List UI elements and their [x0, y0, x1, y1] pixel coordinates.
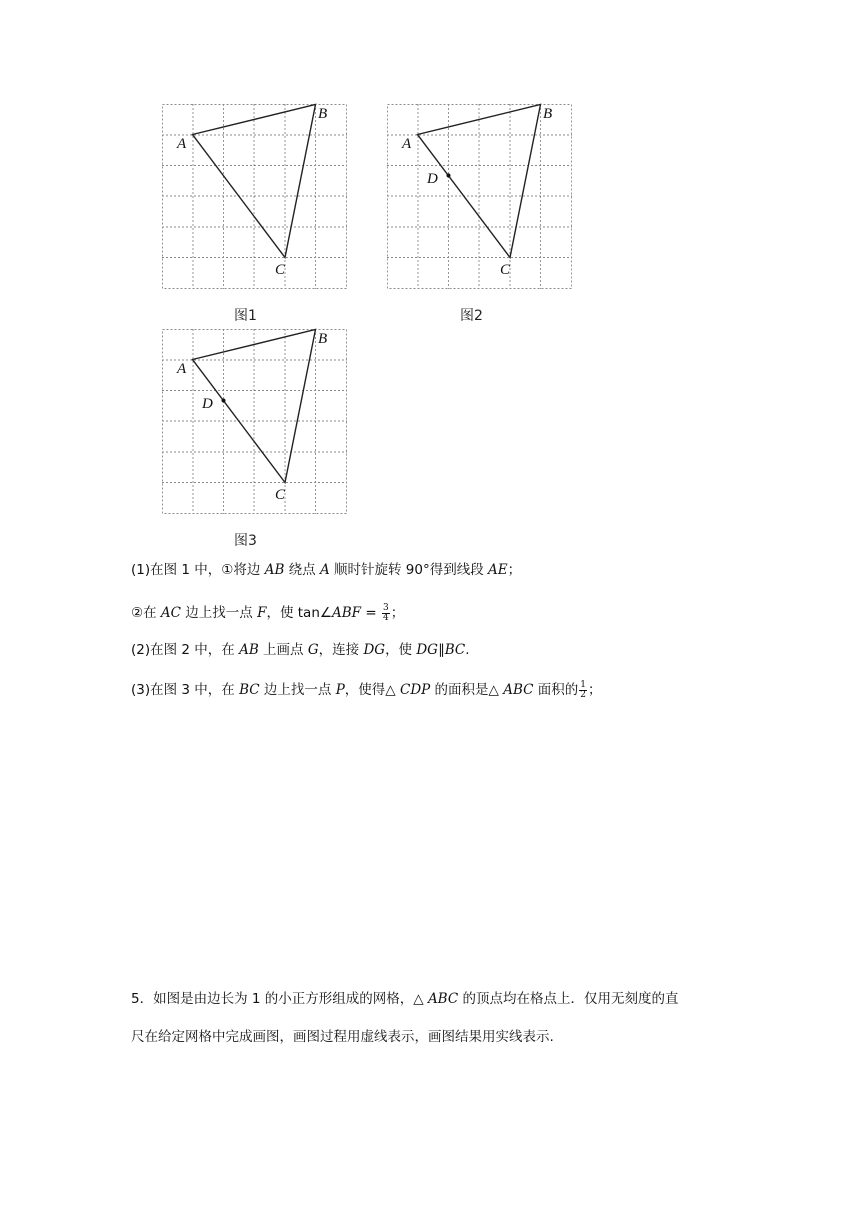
- question-5-line-1: [131, 980, 741, 1018]
- math-abc: ABC: [503, 682, 534, 698]
- question-1a: [131, 560, 521, 580]
- label-d: D: [202, 396, 213, 412]
- math-abc: ABC: [427, 991, 459, 1007]
- grid-figure-1: [162, 104, 348, 290]
- grid-figure-2: [387, 104, 573, 290]
- point-d: [222, 399, 226, 403]
- label-b: B: [318, 331, 328, 347]
- math-g: G: [307, 642, 319, 658]
- text: ，使得△: [344, 682, 400, 698]
- math-ae: AE: [488, 562, 508, 578]
- text: 边上找一点: [181, 605, 258, 621]
- math-ab: AB: [264, 562, 285, 578]
- math-dg: DG: [363, 642, 386, 658]
- label-a: A: [177, 136, 187, 152]
- question-5: [131, 980, 741, 1056]
- denominator: 4: [382, 612, 389, 623]
- text: 的面积是△: [430, 682, 504, 698]
- text: 边上找一点: [259, 682, 336, 698]
- math-a: A: [319, 562, 330, 578]
- text: 顺时针旋转 90°得到线段: [329, 562, 489, 578]
- math-cdp: CDP: [399, 682, 431, 698]
- text: ，连接: [318, 642, 364, 658]
- text: ；: [507, 562, 522, 578]
- denominator: 2: [580, 689, 586, 700]
- label-b: B: [318, 106, 328, 122]
- text: 5．如图是由边长为 1 的小正方形组成的网格，△: [131, 991, 428, 1007]
- label-c: C: [275, 487, 286, 503]
- label-c: C: [275, 262, 286, 278]
- text: 面积的: [533, 682, 579, 698]
- question-2: [131, 640, 470, 660]
- point-d: [447, 174, 451, 178]
- parallel-symbol: ∥: [437, 642, 445, 658]
- label-d: D: [427, 171, 438, 187]
- fraction-1-2: [579, 681, 587, 700]
- question-3: [131, 680, 601, 700]
- grid-lines: [162, 104, 347, 289]
- text: 的顶点均在格点上．仅用无刻度的直: [458, 991, 679, 1007]
- fraction-3-4: [382, 604, 390, 623]
- math-f: F: [257, 605, 267, 621]
- grid-lines: [387, 104, 572, 289]
- math-bc: BC: [239, 682, 260, 698]
- grid-lines: [162, 329, 347, 514]
- label-a: A: [177, 361, 187, 377]
- question-5-line-2: 尺在给定网格中完成画图，画图过程用虚线表示，画图结果用实线表示.: [131, 1029, 554, 1045]
- numerator: 3: [382, 602, 389, 613]
- math-bc: BC: [444, 642, 466, 658]
- text: .: [465, 642, 470, 658]
- figure-3: [162, 329, 348, 515]
- text: (2)在图 2 中，在: [131, 642, 240, 658]
- figure-2-caption: 图2: [460, 308, 483, 324]
- text: =: [361, 605, 381, 621]
- figure-3-caption: 图3: [234, 533, 257, 549]
- label-c: C: [500, 262, 511, 278]
- numerator: 1: [580, 679, 586, 690]
- text: 绕点: [284, 562, 320, 578]
- figure-1-caption: 图1: [234, 308, 257, 324]
- figure-2: [387, 104, 573, 290]
- math-ab: AB: [239, 642, 259, 658]
- text: ；: [587, 682, 602, 698]
- math-p: P: [335, 682, 345, 698]
- text: ；: [390, 605, 405, 621]
- text: 上画点: [258, 642, 308, 658]
- text: ，使 tan∠: [266, 605, 332, 621]
- label-b: B: [543, 106, 553, 122]
- text: (3)在图 3 中，在: [131, 682, 240, 698]
- text: (1)在图 1 中，①将边: [131, 562, 265, 578]
- label-a: A: [402, 136, 412, 152]
- grid-figure-3: [162, 329, 348, 515]
- math-dg: DG: [416, 642, 438, 658]
- math-abf: ABF: [332, 605, 362, 621]
- text: ，使: [385, 642, 417, 658]
- text: ②在: [131, 605, 161, 621]
- figure-1: [162, 104, 348, 290]
- math-ac: AC: [160, 605, 181, 621]
- question-1b: [131, 603, 404, 623]
